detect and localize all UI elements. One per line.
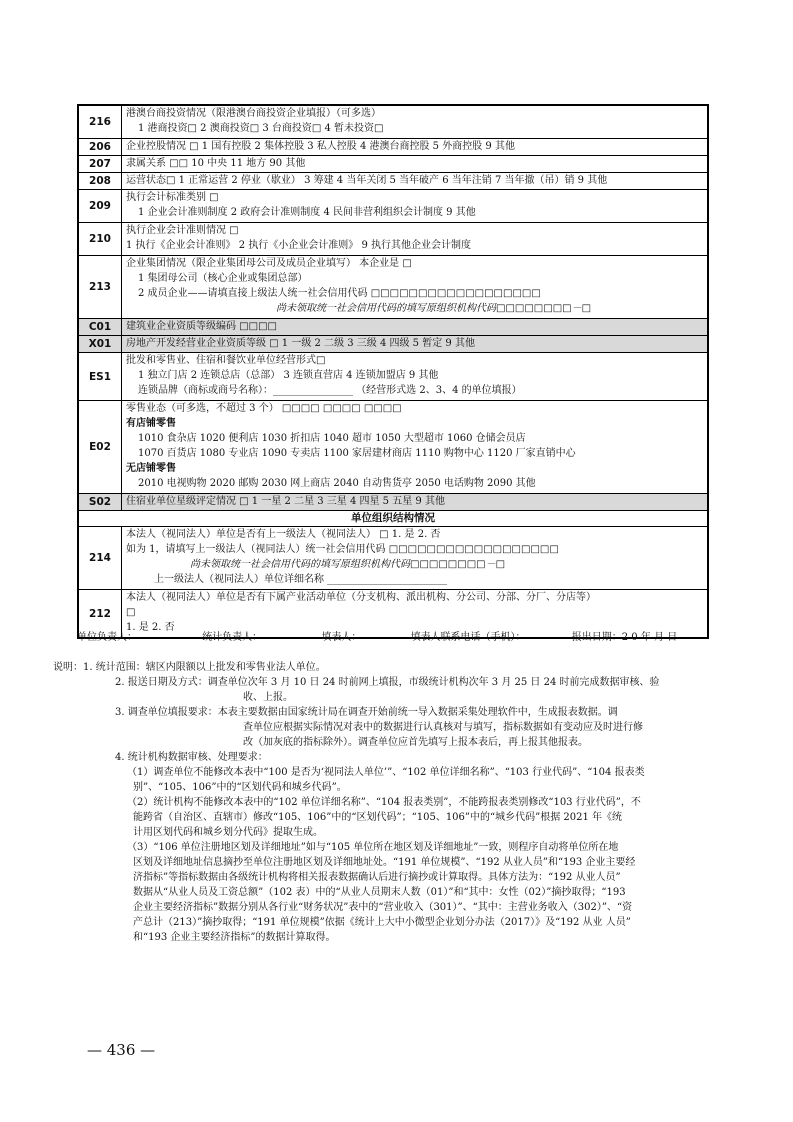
row-content xyxy=(122,106,707,138)
row-c01 xyxy=(79,319,707,336)
survey-form-table xyxy=(77,104,709,639)
row-content xyxy=(122,319,707,335)
row-code: 207 xyxy=(79,156,122,172)
note-line: 3. 调查单位填报要求：本表主要数据由国家统计局在调查开始前统一导入数据采集处理软件中，生成报表数据。调 xyxy=(115,707,618,718)
row-x01 xyxy=(79,336,707,353)
row-line: 1 企业会计准则制度 2 政府会计准则制度 4 民间非营利组织会计制度 9 其他 xyxy=(138,207,476,218)
row-content xyxy=(122,401,707,493)
row-line: 1. 是 2. 否 xyxy=(126,622,175,633)
row-line: 执行会计标准类别 □ xyxy=(126,192,219,203)
row-214 xyxy=(79,527,707,590)
row-213 xyxy=(79,256,707,319)
row-line: 2010 电视购物 2020 邮购 2030 网上商店 2040 自动售货亭 2050 电话购物 2090 其他 xyxy=(138,478,536,489)
row-line: 港澳台商投资情况（限港澳台商投资企业填报）（可多选） xyxy=(126,108,381,119)
row-210 xyxy=(79,223,707,256)
row-code: C01 xyxy=(79,319,122,335)
row-line: 本法人（视同法人）单位是否有下属产业活动单位（分支机构、派出机构、分公司、分部、分厂、分店等） xyxy=(126,592,596,603)
row-content xyxy=(122,527,707,589)
row-code: 213 xyxy=(79,256,122,318)
row-line: 2 成员企业——请填直接上级法人统一社会信用代码 □□□□□□□□□□□□□□□□□□ xyxy=(138,288,541,299)
row-content xyxy=(122,494,707,510)
row-line: 零售业态（可多选，不超过 3 个） □□□□ □□□□ □□□□ xyxy=(126,403,402,414)
note-line: 别”、“105、106”中的“区划代码和城乡代码”。 xyxy=(133,782,347,793)
row-line: 企业集团情况（限企业集团母公司及成员企业填写） 本企业是 □ xyxy=(126,258,412,269)
row-content xyxy=(122,336,707,352)
section-title: 单位组织结构情况 xyxy=(79,511,707,527)
row-line: 连锁品牌（商标或商号名称）：________________ （经营形式选 2、3、4 的单位填报） xyxy=(138,385,522,396)
row-code: E02 xyxy=(79,401,122,493)
row-206 xyxy=(79,139,707,156)
note-line: 济指标”等指标数据由各级统计机构将相关报表数据确认后进行摘抄或计算取得。具体方法为：“192 从业人员” xyxy=(133,872,621,883)
row-line: 运营状态□ 1 正常运营 2 停业（歇业） 3 筹建 4 当年关闭 5 当年破产 6 当年注销 7 当年撤（吊）销 9 其他 xyxy=(126,175,608,186)
row-line: 1 执行《企业会计准则》 2 执行《小企业会计准则》 9 执行其他企业会计制度 xyxy=(126,240,471,251)
row-code: 209 xyxy=(79,190,122,222)
row-line: 本法人（视同法人）单位是否有上一级法人（视同法人） □ 1. 是 2. 否 xyxy=(126,529,441,540)
row-content xyxy=(122,173,707,189)
notes-section xyxy=(53,660,713,945)
row-line: 1010 食杂店 1020 便利店 1030 折扣店 1040 超市 1050 大型超市 1060 仓储会员店 xyxy=(138,433,526,444)
row-code: 216 xyxy=(79,106,122,138)
report-date-label: 报出日期：2 0 年 月 日 xyxy=(571,632,678,643)
row-code: X01 xyxy=(79,336,122,352)
note-line: （1）调查单位不能修改本表中“100 是否为‘视同法人单位’”、“102 单位详细名称”、“103 行业代码”、“104 报表类 xyxy=(127,767,645,778)
phone-label: 填表人联系电话（手机）： xyxy=(410,632,526,643)
row-line: □ xyxy=(126,607,136,618)
row-line: 尚未领取统一社会信用代码的填写原组织机构代码□□□□□□□□－□ xyxy=(190,559,506,570)
note-line: （3）“106 单位注册地区划及详细地址”如与“105 单位所在地区划及详细地址”一致，则程序自动将单位所在地 xyxy=(127,842,619,853)
row-209 xyxy=(79,190,707,223)
note-line: 能跨省（自治区、直辖市）修改“105、106”中的“区划代码”；“105、106”中的“城乡代码”根据 2021 年《统 xyxy=(133,812,623,823)
note-line: 企业主要经济指标”数据分别从各行业“财务状况”表中的“营业收入（301）”、“其中：主营业务收入（302）”、“资 xyxy=(133,902,633,913)
row-line: 无店铺零售 xyxy=(126,463,176,474)
row-code: 214 xyxy=(79,527,122,589)
note-line: 计用区划代码和城乡划分代码》提取生成。 xyxy=(133,827,323,838)
row-line: 隶属关系 □□ 10 中央 11 地方 90 其他 xyxy=(126,158,306,169)
row-line: 尚未领取统一社会信用代码的填写原组织机构代码□□□□□□□□－□ xyxy=(276,303,592,314)
row-line: 1 独立门店 2 连锁总店（总部） 3 连锁直营店 4 连锁加盟店 9 其他 xyxy=(138,370,439,381)
row-code: 210 xyxy=(79,223,122,255)
row-line: 有店铺零售 xyxy=(126,418,176,429)
row-line: 执行企业会计准则情况 □ xyxy=(126,225,239,236)
note-text: 1. 统计范围：辖区内限额以上批发和零售业法人单位。 xyxy=(83,662,326,673)
unit-head-label: 单位负责人： xyxy=(77,632,137,643)
row-line: 企业控股情况 □ 1 国有控股 2 集体控股 3 私人控股 4 港澳台商控股 5 外商控股 9 其他 xyxy=(126,141,515,152)
row-code: 208 xyxy=(79,173,122,189)
row-es1 xyxy=(79,353,707,401)
note-line: 和“193 企业主要经济指标”的数据计算取得。 xyxy=(133,932,336,943)
note-line: 查单位应根据实际情况对表中的数据进行认真核对与填写，指标数据如有变动应及时进行修 xyxy=(243,722,643,733)
row-line: 1070 百货店 1080 专业店 1090 专卖店 1100 家居建材商店 1110 购物中心 1120 厂家直销中心 xyxy=(138,448,576,459)
row-line: 批发和零售业、住宿和餐饮业单位经营形式□ xyxy=(126,355,326,366)
row-208 xyxy=(79,173,707,190)
note-line: 区划及详细地址信息摘抄至单位注册地区划及详细地址处。“191 单位规模”、“192 从业人员”和“193 企业主要经 xyxy=(133,857,636,868)
signature-line xyxy=(77,628,717,643)
row-code: 206 xyxy=(79,139,122,155)
filler-label: 填表人： xyxy=(321,632,362,643)
notes-label: 说明： xyxy=(53,662,83,673)
row-content xyxy=(122,256,707,318)
row-line: 上一级法人（视同法人）单位详细名称 ________________________ xyxy=(154,574,448,585)
note-line: （2）统计机构不能修改本表中的“102 单位详细名称”、“104 报表类别”，不能跨报表类别修改“103 行业代码”，不 xyxy=(127,797,641,808)
note-line: 产总计（213）”摘抄取得；“191 单位规模”依据《统计上大中小微型企业划分办法（2017）》及“192 从业 人员” xyxy=(133,917,631,928)
note-line: 4. 统计机构数据审核、处理要求： xyxy=(115,752,268,763)
note-line: 数据从“从业人员及工资总额”（102 表）中的“从业人员期末人数（01）”和“其中：女性（02）”摘抄取得；“193 xyxy=(133,887,626,898)
row-line: 住宿业单位星级评定情况 □ 1 一星 2 二星 3 三星 4 四星 5 五星 9 其他 xyxy=(126,496,445,507)
stat-head-label: 统计负责人： xyxy=(202,632,263,643)
row-line: 1 集团母公司（核心企业或集团总部） xyxy=(138,273,308,284)
row-line: 如为 1，请填写上一级法人（视同法人）统一社会信用代码 □□□□□□□□□□□□□□□□□□ xyxy=(126,544,559,555)
row-line: 建筑业企业资质等级编码 □□□□ xyxy=(126,321,277,332)
row-code: S02 xyxy=(79,494,122,510)
row-content xyxy=(122,156,707,172)
row-s02 xyxy=(79,494,707,511)
note-line: 2. 报送日期及方式：调查单位次年 3 月 10 日 24 时前网上填报，市级统计机构次年 3 月 25 日 24 时前完成数据审核、验 xyxy=(115,677,660,688)
row-content xyxy=(122,223,707,255)
row-line: 房地产开发经营业企业资质等级 □ 1 一级 2 二级 3 三级 4 四级 5 暂定 9 其他 xyxy=(126,338,475,349)
row-code: ES1 xyxy=(79,353,122,400)
row-code: 212 xyxy=(79,590,122,637)
row-content xyxy=(122,139,707,155)
row-content xyxy=(122,190,707,222)
row-207 xyxy=(79,156,707,173)
note-line xyxy=(53,660,713,675)
page-number: — 436 — xyxy=(87,1041,156,1059)
row-line: 1 港商投资□ 2 澳商投资□ 3 台商投资□ 4 暂未投资□ xyxy=(138,123,384,134)
row-content xyxy=(122,353,707,400)
row-e02 xyxy=(79,401,707,494)
row-216 xyxy=(79,106,707,139)
note-line: 收、上报。 xyxy=(243,692,293,703)
note-line: 改（加灰底的指标除外）。调查单位应首先填写上报本表后，再上报其他报表。 xyxy=(243,737,588,748)
